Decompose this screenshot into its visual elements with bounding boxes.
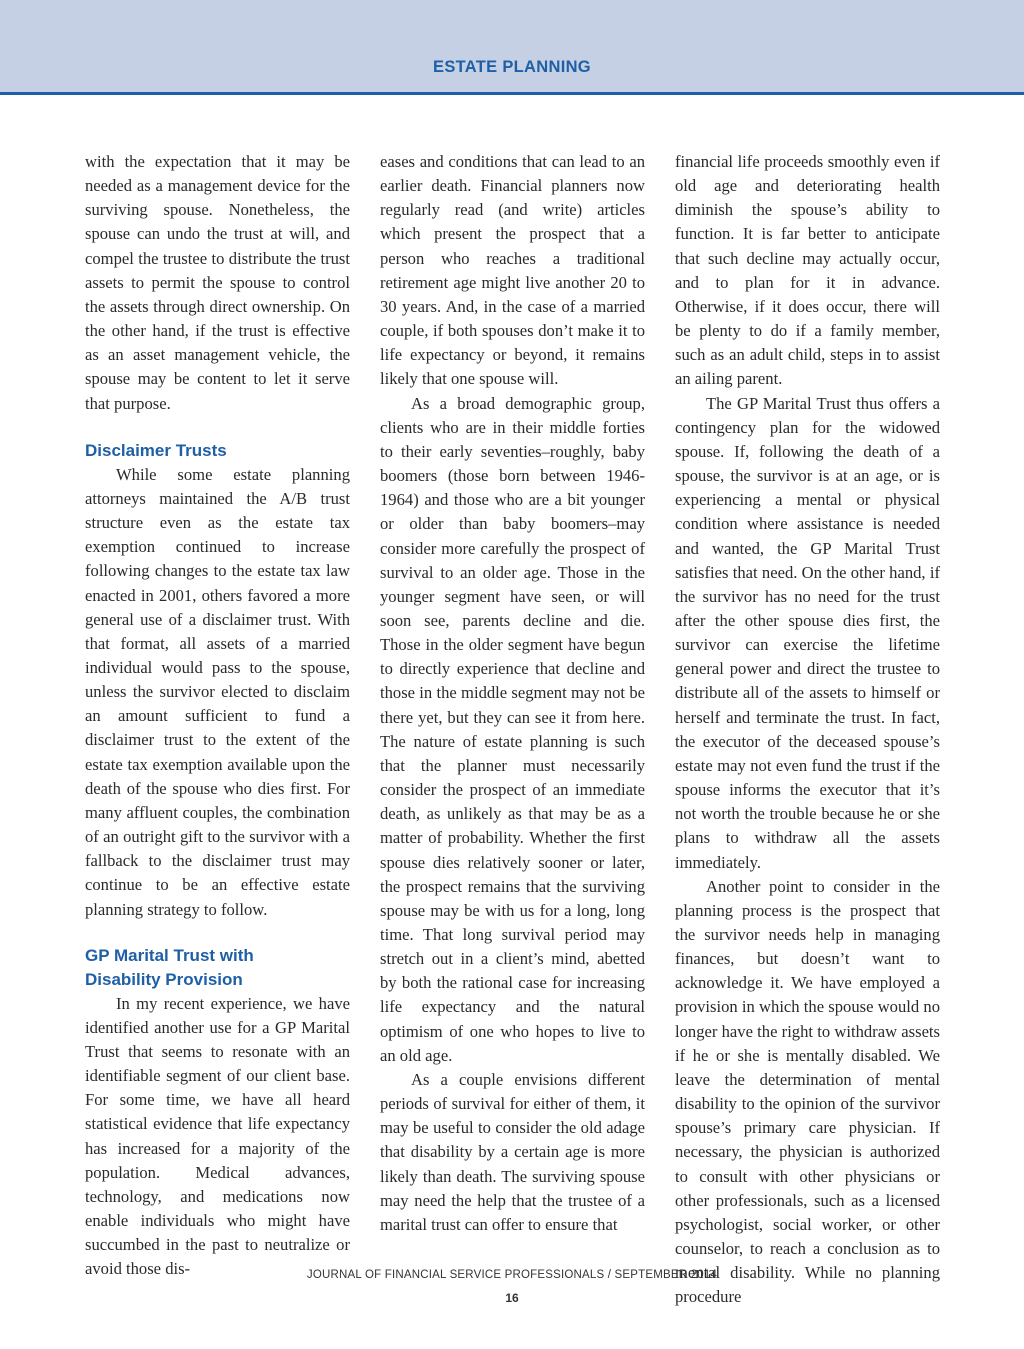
paragraph: with the expectation that it may be needed as a management device for the surviving spouse. Nonetheless, the spouse can undo the trust at will, and compel the trustee to distribute the trust assets to permit the spouse to control the assets through direct ownership. On the other hand, if the trust is effective as an asset management vehicle, the spouse may be content to let it serve that purpose. [85,152,350,413]
page-number: 16 [505,1291,519,1305]
paragraph: eases and conditions that can lead to an earlier death. Financial planners now regularly read (and write) articles which present the prospect that a person who reaches a traditional retirement age might live another 20 to 30 years. And, in the case of a married couple, if both spouses don’t make it to life expectancy or beyond, it remains likely that one spouse will. [380,152,645,389]
column-left [85,150,350,1282]
footer-journal-citation: JOURNAL OF FINANCIAL SERVICE PROFESSIONALS / SEPTEMBER 2014 [306,1269,718,1281]
heading-line: Disability Provision [85,969,243,989]
column-middle [380,150,645,1237]
paragraph: While some estate planning attorneys maintained the A/B trust structure even as the estate tax exemption continued to increase following changes to the estate tax law enacted in 2001, others favored a more general use of a disclaimer trust. With that format, all assets of a married individual would pass to the spouse, unless the survivor elected to disclaim an amount sufficient to fund a disclaimer trust to the extent of the estate tax exemption available upon the death of the spouse who dies first. For many affluent couples, the combination of an outright gift to the survivor with a fallback to the disclaimer trust may continue to be an effective estate planning strategy to follow. [85,464,350,919]
heading-line: GP Marital Trust with [85,945,254,965]
paragraph: Another point to consider in the planning process is the prospect that the survivor needs help in managing finances, but doesn’t want to acknowledge it. We have employed a provision in which the spouse would no longer have the right to withdraw assets if he or she is mentally disabled. We leave the determination of mental disability to the opinion of the survivor spouse’s primary care physician. If necessary, the physician is authorized to consult with other physicians or other professionals, such as a licensed psychologist, social worker, or other counselor, to reach a conclusion as to mental disability. While no planning procedure [675,876,940,1307]
paragraph: financial life proceeds smoothly even if old age and deteriorating health diminish the spouse’s ability to function. It is far better to anticipate that such decline may actually occur, and to plan for it in advance. Otherwise, if it does occur, there will be plenty to do if a family member, such as an adult child, steps in to assist an ailing parent. [675,152,940,389]
paragraph: In my recent experience, we have identified another use for a GP Marital Trust that seems to resonate with an identifiable segment of our client base. For some time, we have all heard statistical evidence that life expectancy has increased for a majority of the population. Medical advances, technology, and medications now enable individuals who might have succumbed in the past to neutralize or avoid those dis- [85,993,350,1279]
section-heading-disclaimer-trusts: Disclaimer Trusts [85,440,227,460]
section-heading-gp-marital-trust [85,944,350,992]
column-right [675,150,940,1310]
paragraph: The GP Marital Trust thus offers a contingency plan for the widowed spouse. If, following the death of a spouse, the survivor is at an age, or is experiencing a mental or physical condition where assistance is needed and wanted, the GP Marital Trust satisfies that need. On the other hand, if the survivor has no need for the trust after the other spouse dies first, the survivor can exercise the lifetime general power and direct the trustee to distribute all of the assets to himself or herself and terminate the trust. In fact, the executor of the deceased spouse’s estate may not even fund the trust if the spouse informs the executor that it’s not worth the trouble because he or she plans to withdraw all the assets immediately. [675,393,940,872]
header-band [0,0,1024,95]
paragraph: As a broad demographic group, clients who are in their middle forties to their early seventies–roughly, baby boomers (those born between 1946-1964) and those who are a bit younger or older than baby boomers–may consider more carefully the prospect of survival to an older age. Those in the younger segment have seen, or will soon see, parents decline and die. Those in the older segment have begun to directly experience that decline and those in the middle segment may not be there yet, but they can see it from here. The nature of estate planning is such that the planner must necessarily consider the prospect of an immediate death, as unlikely as that may be as a matter of probability. Whether the first spouse dies relatively sooner or later, the prospect remains that the surviving spouse may be with us for a long, long time. That long survival period may stretch out in a client’s mind, abetted by both the rational case for increasing life expectancy and the natural optimism of one who hopes to live to an old age. [380,393,645,1065]
section-title: ESTATE PLANNING [433,58,591,76]
paragraph: As a couple envisions different periods of survival for either of them, it may be useful to consider the old adage that disability by a certain age is more likely than death. The surviving spouse may need the help that the trustee of a marital trust can offer to ensure that [380,1069,645,1234]
